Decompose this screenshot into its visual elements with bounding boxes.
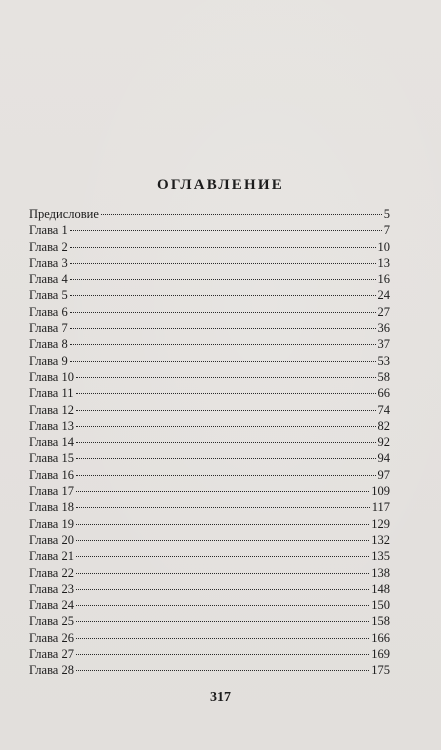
toc-dot-leader bbox=[76, 588, 369, 590]
toc-dot-leader bbox=[76, 506, 370, 508]
toc-entry bbox=[29, 646, 390, 662]
toc-dot-leader bbox=[76, 555, 369, 557]
toc-entry-label: Глава 28 bbox=[29, 663, 74, 678]
toc-entry-page: 53 bbox=[377, 353, 390, 368]
toc-entry-page: 135 bbox=[371, 549, 390, 564]
toc-entry-label: Глава 22 bbox=[29, 565, 74, 580]
toc-entry-page: 10 bbox=[377, 239, 390, 254]
toc-entry-label: Глава 19 bbox=[29, 516, 74, 531]
toc-entry-page: 138 bbox=[371, 565, 390, 580]
toc-entry-page: 82 bbox=[377, 418, 390, 433]
toc-entry bbox=[29, 255, 390, 271]
toc-entry bbox=[29, 434, 390, 450]
toc-entry-label: Глава 13 bbox=[29, 418, 74, 433]
toc-dot-leader bbox=[76, 669, 369, 671]
toc-entry bbox=[29, 499, 390, 515]
toc-entry-page: 169 bbox=[371, 647, 390, 662]
toc-dot-leader bbox=[76, 620, 369, 622]
toc-entry bbox=[29, 613, 390, 629]
toc-entry bbox=[29, 385, 390, 401]
toc-entry bbox=[29, 206, 390, 222]
toc-entry-label: Глава 8 bbox=[29, 337, 68, 352]
toc-entry-page: 158 bbox=[371, 614, 390, 629]
toc-entry-label: Глава 21 bbox=[29, 549, 74, 564]
toc-dot-leader bbox=[76, 457, 376, 459]
toc-entry bbox=[29, 402, 390, 418]
toc-entry-label: Глава 17 bbox=[29, 484, 74, 499]
toc-dot-leader bbox=[76, 539, 369, 541]
toc-dot-leader bbox=[76, 425, 376, 427]
toc-dot-leader bbox=[70, 360, 376, 362]
toc-dot-leader bbox=[70, 262, 376, 264]
toc-entry bbox=[29, 239, 390, 255]
toc-entry bbox=[29, 271, 390, 287]
toc-entry-label: Глава 2 bbox=[29, 239, 68, 254]
toc-entry-label: Глава 9 bbox=[29, 353, 68, 368]
toc-entry-page: 24 bbox=[377, 288, 390, 303]
toc-entry bbox=[29, 483, 390, 499]
toc-dot-leader bbox=[70, 229, 382, 231]
toc-entry bbox=[29, 369, 390, 385]
toc-entry-page: 129 bbox=[371, 516, 390, 531]
toc-entry bbox=[29, 353, 390, 369]
toc-entry-label: Глава 25 bbox=[29, 614, 74, 629]
toc-entry-label: Глава 1 bbox=[29, 223, 68, 238]
toc-entry bbox=[29, 565, 390, 581]
toc-entry-page: 7 bbox=[383, 223, 390, 238]
toc-entry-page: 132 bbox=[371, 532, 390, 547]
toc-entry bbox=[29, 532, 390, 548]
toc-dot-leader bbox=[76, 490, 369, 492]
toc-entry-page: 74 bbox=[377, 402, 390, 417]
table-of-contents bbox=[29, 206, 390, 679]
toc-entry-page: 150 bbox=[371, 598, 390, 613]
toc-entry-page: 36 bbox=[377, 321, 390, 336]
page-title: ОГЛАВЛЕНИЕ bbox=[157, 177, 284, 193]
toc-entry bbox=[29, 450, 390, 466]
toc-entry bbox=[29, 320, 390, 336]
page-number: 317 bbox=[210, 690, 231, 705]
toc-entry-label: Глава 18 bbox=[29, 500, 74, 515]
toc-entry bbox=[29, 597, 390, 613]
toc-dot-leader bbox=[70, 294, 376, 296]
toc-entry-label: Глава 24 bbox=[29, 598, 74, 613]
toc-dot-leader bbox=[70, 246, 376, 248]
toc-entry bbox=[29, 222, 390, 238]
toc-entry bbox=[29, 516, 390, 532]
toc-dot-leader bbox=[70, 311, 376, 313]
toc-entry-label: Глава 5 bbox=[29, 288, 68, 303]
toc-entry bbox=[29, 548, 390, 564]
toc-dot-leader bbox=[76, 604, 369, 606]
toc-entry-page: 58 bbox=[377, 369, 390, 384]
toc-entry-label: Глава 23 bbox=[29, 581, 74, 596]
toc-dot-leader bbox=[76, 474, 376, 476]
toc-entry-label: Глава 20 bbox=[29, 532, 74, 547]
toc-entry bbox=[29, 418, 390, 434]
toc-dot-leader bbox=[76, 572, 369, 574]
toc-entry bbox=[29, 581, 390, 597]
toc-entry-page: 109 bbox=[371, 484, 390, 499]
toc-entry-label: Глава 6 bbox=[29, 304, 68, 319]
toc-entry-page: 117 bbox=[371, 500, 390, 515]
toc-dot-leader bbox=[76, 637, 369, 639]
toc-entry-label: Глава 12 bbox=[29, 402, 74, 417]
toc-entry-page: 37 bbox=[377, 337, 390, 352]
toc-entry bbox=[29, 287, 390, 303]
toc-entry-page: 13 bbox=[377, 255, 390, 270]
toc-entry-page: 166 bbox=[371, 630, 390, 645]
toc-dot-leader bbox=[70, 327, 376, 329]
toc-dot-leader bbox=[76, 376, 376, 378]
toc-entry-label: Глава 11 bbox=[29, 386, 74, 401]
toc-entry-label: Глава 27 bbox=[29, 647, 74, 662]
toc-entry-page: 92 bbox=[377, 435, 390, 450]
toc-dot-leader bbox=[101, 213, 382, 215]
toc-entry-page: 16 bbox=[377, 272, 390, 287]
toc-entry-label: Предисловие bbox=[29, 207, 99, 221]
toc-entry bbox=[29, 630, 390, 646]
toc-entry bbox=[29, 304, 390, 320]
toc-entry-label: Глава 7 bbox=[29, 321, 68, 336]
toc-entry-label: Глава 4 bbox=[29, 272, 68, 287]
toc-entry-page: 97 bbox=[377, 467, 390, 482]
toc-entry-page: 148 bbox=[371, 581, 390, 596]
toc-dot-leader bbox=[76, 392, 376, 394]
toc-dot-leader bbox=[70, 343, 376, 345]
toc-entry bbox=[29, 662, 390, 678]
toc-entry-label: Глава 10 bbox=[29, 369, 74, 384]
toc-entry-page: 66 bbox=[377, 386, 390, 401]
toc-entry-label: Глава 26 bbox=[29, 630, 74, 645]
toc-dot-leader bbox=[70, 278, 376, 280]
toc-entry-label: Глава 14 bbox=[29, 435, 74, 450]
toc-entry-page: 175 bbox=[371, 663, 390, 678]
toc-entry-label: Глава 16 bbox=[29, 467, 74, 482]
toc-dot-leader bbox=[76, 653, 369, 655]
toc-entry-page: 27 bbox=[377, 304, 390, 319]
toc-entry bbox=[29, 336, 390, 352]
toc-entry bbox=[29, 467, 390, 483]
toc-entry-label: Глава 15 bbox=[29, 451, 74, 466]
toc-dot-leader bbox=[76, 441, 376, 443]
toc-dot-leader bbox=[76, 409, 376, 411]
toc-entry-page: 94 bbox=[377, 451, 390, 466]
toc-entry-page: 5 bbox=[383, 207, 390, 221]
toc-entry-label: Глава 3 bbox=[29, 255, 68, 270]
toc-dot-leader bbox=[76, 523, 369, 525]
